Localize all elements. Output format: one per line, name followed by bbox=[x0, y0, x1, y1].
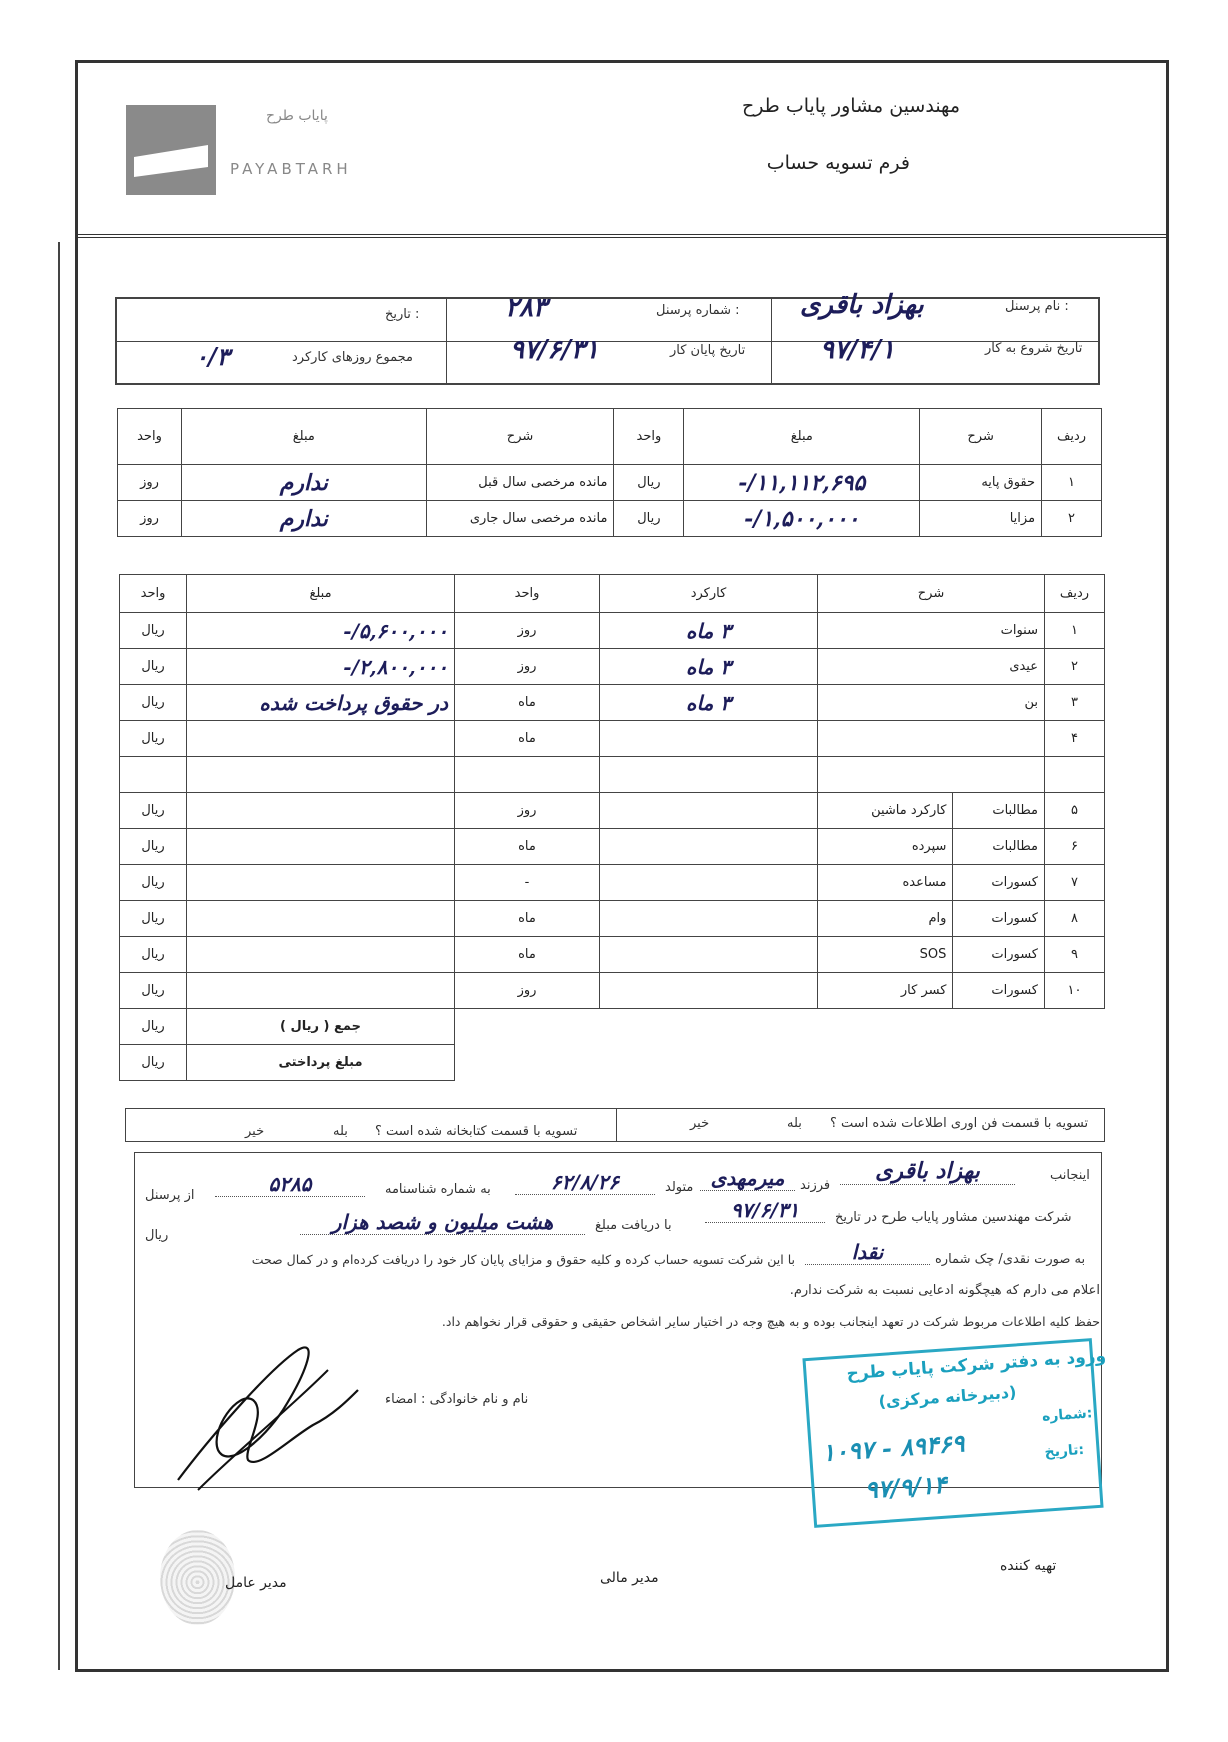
t2-total-unit: ریال bbox=[120, 1009, 187, 1045]
t1-row-amount2: ندارم bbox=[181, 465, 426, 501]
t2-row-work: ۳ ماه bbox=[600, 649, 818, 685]
t1-row-amount2: ندارم bbox=[181, 501, 426, 537]
form-title: فرم تسویه حساب bbox=[766, 152, 910, 174]
t2-row-unit2: ریال bbox=[120, 649, 187, 685]
t2-payable-blank bbox=[455, 1045, 1105, 1081]
t2-row-amount bbox=[187, 721, 455, 757]
t2-row-unit2: ریال bbox=[120, 721, 187, 757]
t2-row-category: کسورات bbox=[953, 901, 1045, 937]
t2-row-work: ۳ ماه bbox=[600, 613, 818, 649]
t2-row-unit: ماه bbox=[455, 901, 600, 937]
start-label: تاریخ شروع به کار bbox=[985, 341, 1083, 356]
t1-row-desc2: مانده مرخصی سال جاری bbox=[426, 501, 614, 537]
decl-l2-a: شرکت مهندسین مشاور پایاب طرح در تاریخ bbox=[835, 1210, 1072, 1225]
t1-header-unit: واحد bbox=[614, 409, 684, 465]
t1-row-unit: ریال bbox=[614, 501, 684, 537]
logo-text-fa: پایاب طرح bbox=[266, 108, 328, 124]
registration-stamp bbox=[802, 1338, 1107, 1528]
t2-row-desc: وام bbox=[818, 901, 953, 937]
t2-payable-label: مبلغ پرداختی bbox=[187, 1045, 455, 1081]
t2-row-unit: ماه bbox=[455, 937, 600, 973]
t2-row-unit2 bbox=[120, 757, 187, 793]
stamp-number-label: شماره: bbox=[1041, 1405, 1093, 1425]
t2-row-work bbox=[600, 757, 818, 793]
t2-row-work bbox=[600, 901, 818, 937]
t2-row-desc bbox=[818, 757, 1045, 793]
stamp-number-value: ۱۰۹۷ - ۸۹۴۶۹ bbox=[821, 1428, 966, 1468]
t1-row-desc2: مانده مرخصی سال قبل bbox=[426, 465, 614, 501]
t1-row-unit2: روز bbox=[118, 465, 182, 501]
settle-it-yes: بله bbox=[787, 1116, 802, 1131]
table-row bbox=[120, 937, 1105, 973]
t1-row-desc: حقوق پایه bbox=[920, 465, 1042, 501]
table-row bbox=[120, 793, 1105, 829]
table-row bbox=[120, 757, 1105, 793]
signature-label: نام و نام خانوادگی : امضاء bbox=[385, 1392, 529, 1407]
decl-l3-a: به صورت نقدی/ چک شماره bbox=[935, 1252, 1086, 1267]
settle-it-no: خیر bbox=[690, 1116, 710, 1131]
t2-row-unit2: ریال bbox=[120, 937, 187, 973]
stamp-date-value: ۹۷/۹/۱۴ bbox=[863, 1469, 948, 1505]
decl-l1-e: از پرسنل bbox=[145, 1188, 195, 1203]
t1-header-no: ردیف bbox=[1042, 409, 1102, 465]
t2-row-unit2: ریال bbox=[120, 829, 187, 865]
t2-row-desc: مساعده bbox=[818, 865, 953, 901]
t1-header-unit2: واحد bbox=[118, 409, 182, 465]
t2-row-no: ۷ bbox=[1045, 865, 1105, 901]
t2-row-desc: بن bbox=[818, 685, 1045, 721]
t2-row-amount bbox=[187, 937, 455, 973]
t2-row-amount: در حقوق پرداخت شده bbox=[187, 685, 455, 721]
table-row bbox=[120, 649, 1105, 685]
t2-row-no: ۴ bbox=[1045, 721, 1105, 757]
t1-header-amount: مبلغ bbox=[684, 409, 920, 465]
t2-row-desc: SOS bbox=[818, 937, 953, 973]
decl-l1-c: متولد bbox=[665, 1180, 694, 1195]
decl-date: ۹۷/۶/۳۱ bbox=[705, 1198, 825, 1223]
number-label: شماره پرسنل : bbox=[656, 303, 740, 318]
footer-ceo: مدیر عامل bbox=[225, 1575, 287, 1591]
t2-row-no: ۲ bbox=[1045, 649, 1105, 685]
table-salary bbox=[117, 408, 1102, 537]
t2-row-unit: ماه bbox=[455, 685, 600, 721]
t2-row-no: ۸ bbox=[1045, 901, 1105, 937]
t2-total-blank bbox=[455, 1009, 1105, 1045]
t2-row-category: کسورات bbox=[953, 973, 1045, 1009]
table-row bbox=[120, 829, 1105, 865]
days-label: مجموع روزهای کارکرد bbox=[292, 350, 414, 365]
t2-row-unit bbox=[455, 757, 600, 793]
stamp-sub: (دبیرخانه مرکزی) bbox=[877, 1382, 1017, 1412]
t2-row-unit: ماه bbox=[455, 829, 600, 865]
t2-row-unit2: ریال bbox=[120, 901, 187, 937]
t2-row-unit: ماه bbox=[455, 721, 600, 757]
logo-text-en: PAYABTARH bbox=[230, 160, 352, 178]
company-name: مهندسین مشاور پایاب طرح bbox=[741, 95, 960, 117]
footer-finance: مدیر مالی bbox=[600, 1570, 659, 1586]
t2-row-work bbox=[600, 793, 818, 829]
t2-row-unit2: ریال bbox=[120, 613, 187, 649]
t2-row-desc: عیدی bbox=[818, 649, 1045, 685]
decl-l2-c: ریال bbox=[145, 1228, 169, 1243]
settle-it-question: تسویه با قسمت فن اوری اطلاعات شده است ؟ bbox=[830, 1116, 1089, 1131]
number-value: ۲۸۳ bbox=[505, 293, 547, 323]
t1-header-desc2: شرح bbox=[426, 409, 614, 465]
header-band bbox=[78, 63, 1166, 238]
t2-row-no: ۱ bbox=[1045, 613, 1105, 649]
t2-row-desc bbox=[818, 721, 1045, 757]
t2-header-unit: واحد bbox=[455, 575, 600, 613]
t1-row-no: ۱ bbox=[1042, 465, 1102, 501]
t2-row-no: ۱۰ bbox=[1045, 973, 1105, 1009]
t1-row-no: ۲ bbox=[1042, 501, 1102, 537]
t2-row-desc: سپرده bbox=[818, 829, 953, 865]
t2-row-no: ۶ bbox=[1045, 829, 1105, 865]
t2-row-unit2: ریال bbox=[120, 865, 187, 901]
t2-row-no bbox=[1045, 757, 1105, 793]
table-row bbox=[120, 973, 1105, 1009]
decl-l5: حفظ کلیه اطلاعات مربوط شرکت در تعهد اینجانب بوده و به هیچ وجه در اختیار سایر اشخاص حقیقی و حقوقی قرار نخواهم داد. bbox=[441, 1314, 1100, 1329]
decl-l1-a: اینجانب bbox=[1050, 1168, 1090, 1183]
stamp-date-label: تاریخ: bbox=[1044, 1441, 1085, 1461]
t2-row-unit2: ریال bbox=[120, 973, 187, 1009]
decl-l4: اعلام می دارم که هیچگونه ادعایی نسبت به شرکت ندارم. bbox=[789, 1283, 1100, 1298]
table-row bbox=[120, 901, 1105, 937]
t2-row-amount bbox=[187, 793, 455, 829]
settle-lib-no: خیر bbox=[245, 1124, 265, 1139]
decl-father: میرمهدی bbox=[700, 1166, 795, 1191]
t2-header-no: ردیف bbox=[1045, 575, 1105, 613]
t2-row-work bbox=[600, 721, 818, 757]
t2-row-no: ۳ bbox=[1045, 685, 1105, 721]
t1-row-amount: ۱۱,۱۱۲,۶۹۵/- bbox=[684, 465, 920, 501]
personnel-box bbox=[115, 297, 1100, 385]
t1-header-amount2: مبلغ bbox=[181, 409, 426, 465]
t2-row-category: کسورات bbox=[953, 937, 1045, 973]
decl-l1-d: به شماره شناسنامه bbox=[385, 1182, 491, 1197]
date-label: تاریخ : bbox=[385, 307, 420, 322]
footer-preparer: تهیه کننده bbox=[1000, 1558, 1057, 1574]
t2-row-amount bbox=[187, 901, 455, 937]
table-row bbox=[120, 613, 1105, 649]
table-row bbox=[120, 721, 1105, 757]
decl-id: ۵۲۸۵ bbox=[215, 1172, 365, 1197]
t2-row-category: مطالبات bbox=[953, 793, 1045, 829]
t2-row-category: مطالبات bbox=[953, 829, 1045, 865]
t2-row-unit2: ریال bbox=[120, 793, 187, 829]
company-logo bbox=[126, 105, 216, 195]
t2-row-work bbox=[600, 829, 818, 865]
days-value: ۰/۳ bbox=[195, 342, 230, 371]
settle-lib-yes: بله bbox=[333, 1124, 348, 1139]
table-benefits bbox=[119, 574, 1105, 1081]
t1-row-amount: ۱,۵۰۰,۰۰۰/- bbox=[684, 501, 920, 537]
t2-row-desc: کسر کار bbox=[818, 973, 953, 1009]
table-row bbox=[120, 685, 1105, 721]
name-label: نام پرسنل : bbox=[1005, 299, 1069, 314]
t2-row-amount bbox=[187, 757, 455, 793]
t2-row-unit: روز bbox=[455, 649, 600, 685]
decl-name: بهزاد باقری bbox=[840, 1158, 1015, 1185]
decl-l2-b: با دریافت مبلغ bbox=[595, 1218, 672, 1233]
t2-row-unit: روز bbox=[455, 793, 600, 829]
t2-row-no: ۵ bbox=[1045, 793, 1105, 829]
t2-row-work bbox=[600, 865, 818, 901]
t2-row-no: ۹ bbox=[1045, 937, 1105, 973]
t2-payable-unit: ریال bbox=[120, 1045, 187, 1081]
decl-birth: ۶۲/۸/۲۶ bbox=[515, 1170, 655, 1195]
signature bbox=[148, 1330, 363, 1504]
t2-row-amount: ۲,۸۰۰,۰۰۰/- bbox=[187, 649, 455, 685]
decl-l1-b: فرزند bbox=[800, 1178, 831, 1193]
start-value: ۹۷/۴/۱ bbox=[820, 335, 895, 365]
t2-row-work bbox=[600, 973, 818, 1009]
t2-row-unit2: ریال bbox=[120, 685, 187, 721]
t1-row-desc: مزایا bbox=[920, 501, 1042, 537]
t2-header-work: کارکرد bbox=[600, 575, 818, 613]
fingerprint bbox=[160, 1530, 235, 1625]
t2-row-work: ۳ ماه bbox=[600, 685, 818, 721]
t2-row-desc: سنوات bbox=[818, 613, 1045, 649]
decl-l3-b: با این شرکت تسویه حساب کرده و کلیه حقوق و مزایای پایان کار خود را دریافت کرده‌ام و در کمال صحت bbox=[251, 1252, 795, 1267]
decl-amount: هشت میلیون و شصد هزار bbox=[300, 1210, 585, 1235]
t2-row-amount bbox=[187, 829, 455, 865]
name-value: بهزاد باقری bbox=[800, 290, 924, 320]
t2-row-desc: کارکرد ماشین bbox=[818, 793, 953, 829]
stamp-title: ورود به دفتر شرکت پایاب طرح bbox=[845, 1346, 1107, 1385]
end-label: تاریخ پایان کار bbox=[670, 343, 746, 358]
t2-header-desc: شرح bbox=[818, 575, 1045, 613]
end-value: ۹۷/۶/۳۱ bbox=[510, 335, 599, 365]
t2-row-amount bbox=[187, 973, 455, 1009]
t2-row-amount bbox=[187, 865, 455, 901]
decl-cash: نقدا bbox=[805, 1240, 930, 1265]
t2-row-amount: ۵,۶۰۰,۰۰۰/- bbox=[187, 613, 455, 649]
t1-header-desc: شرح bbox=[920, 409, 1042, 465]
settle-lib-question: تسویه با قسمت کتابخانه شده است ؟ bbox=[375, 1124, 578, 1139]
t1-row-unit: ریال bbox=[614, 465, 684, 501]
t2-row-unit: روز bbox=[455, 613, 600, 649]
t2-header-unit2: واحد bbox=[120, 575, 187, 613]
table-row bbox=[120, 865, 1105, 901]
t1-row-unit2: روز bbox=[118, 501, 182, 537]
t2-total-label: جمع ( ریال ) bbox=[187, 1009, 455, 1045]
t2-row-work bbox=[600, 937, 818, 973]
t2-header-amount: مبلغ bbox=[187, 575, 455, 613]
t2-row-unit: روز bbox=[455, 973, 600, 1009]
t2-row-unit: - bbox=[455, 865, 600, 901]
t2-row-category: کسورات bbox=[953, 865, 1045, 901]
